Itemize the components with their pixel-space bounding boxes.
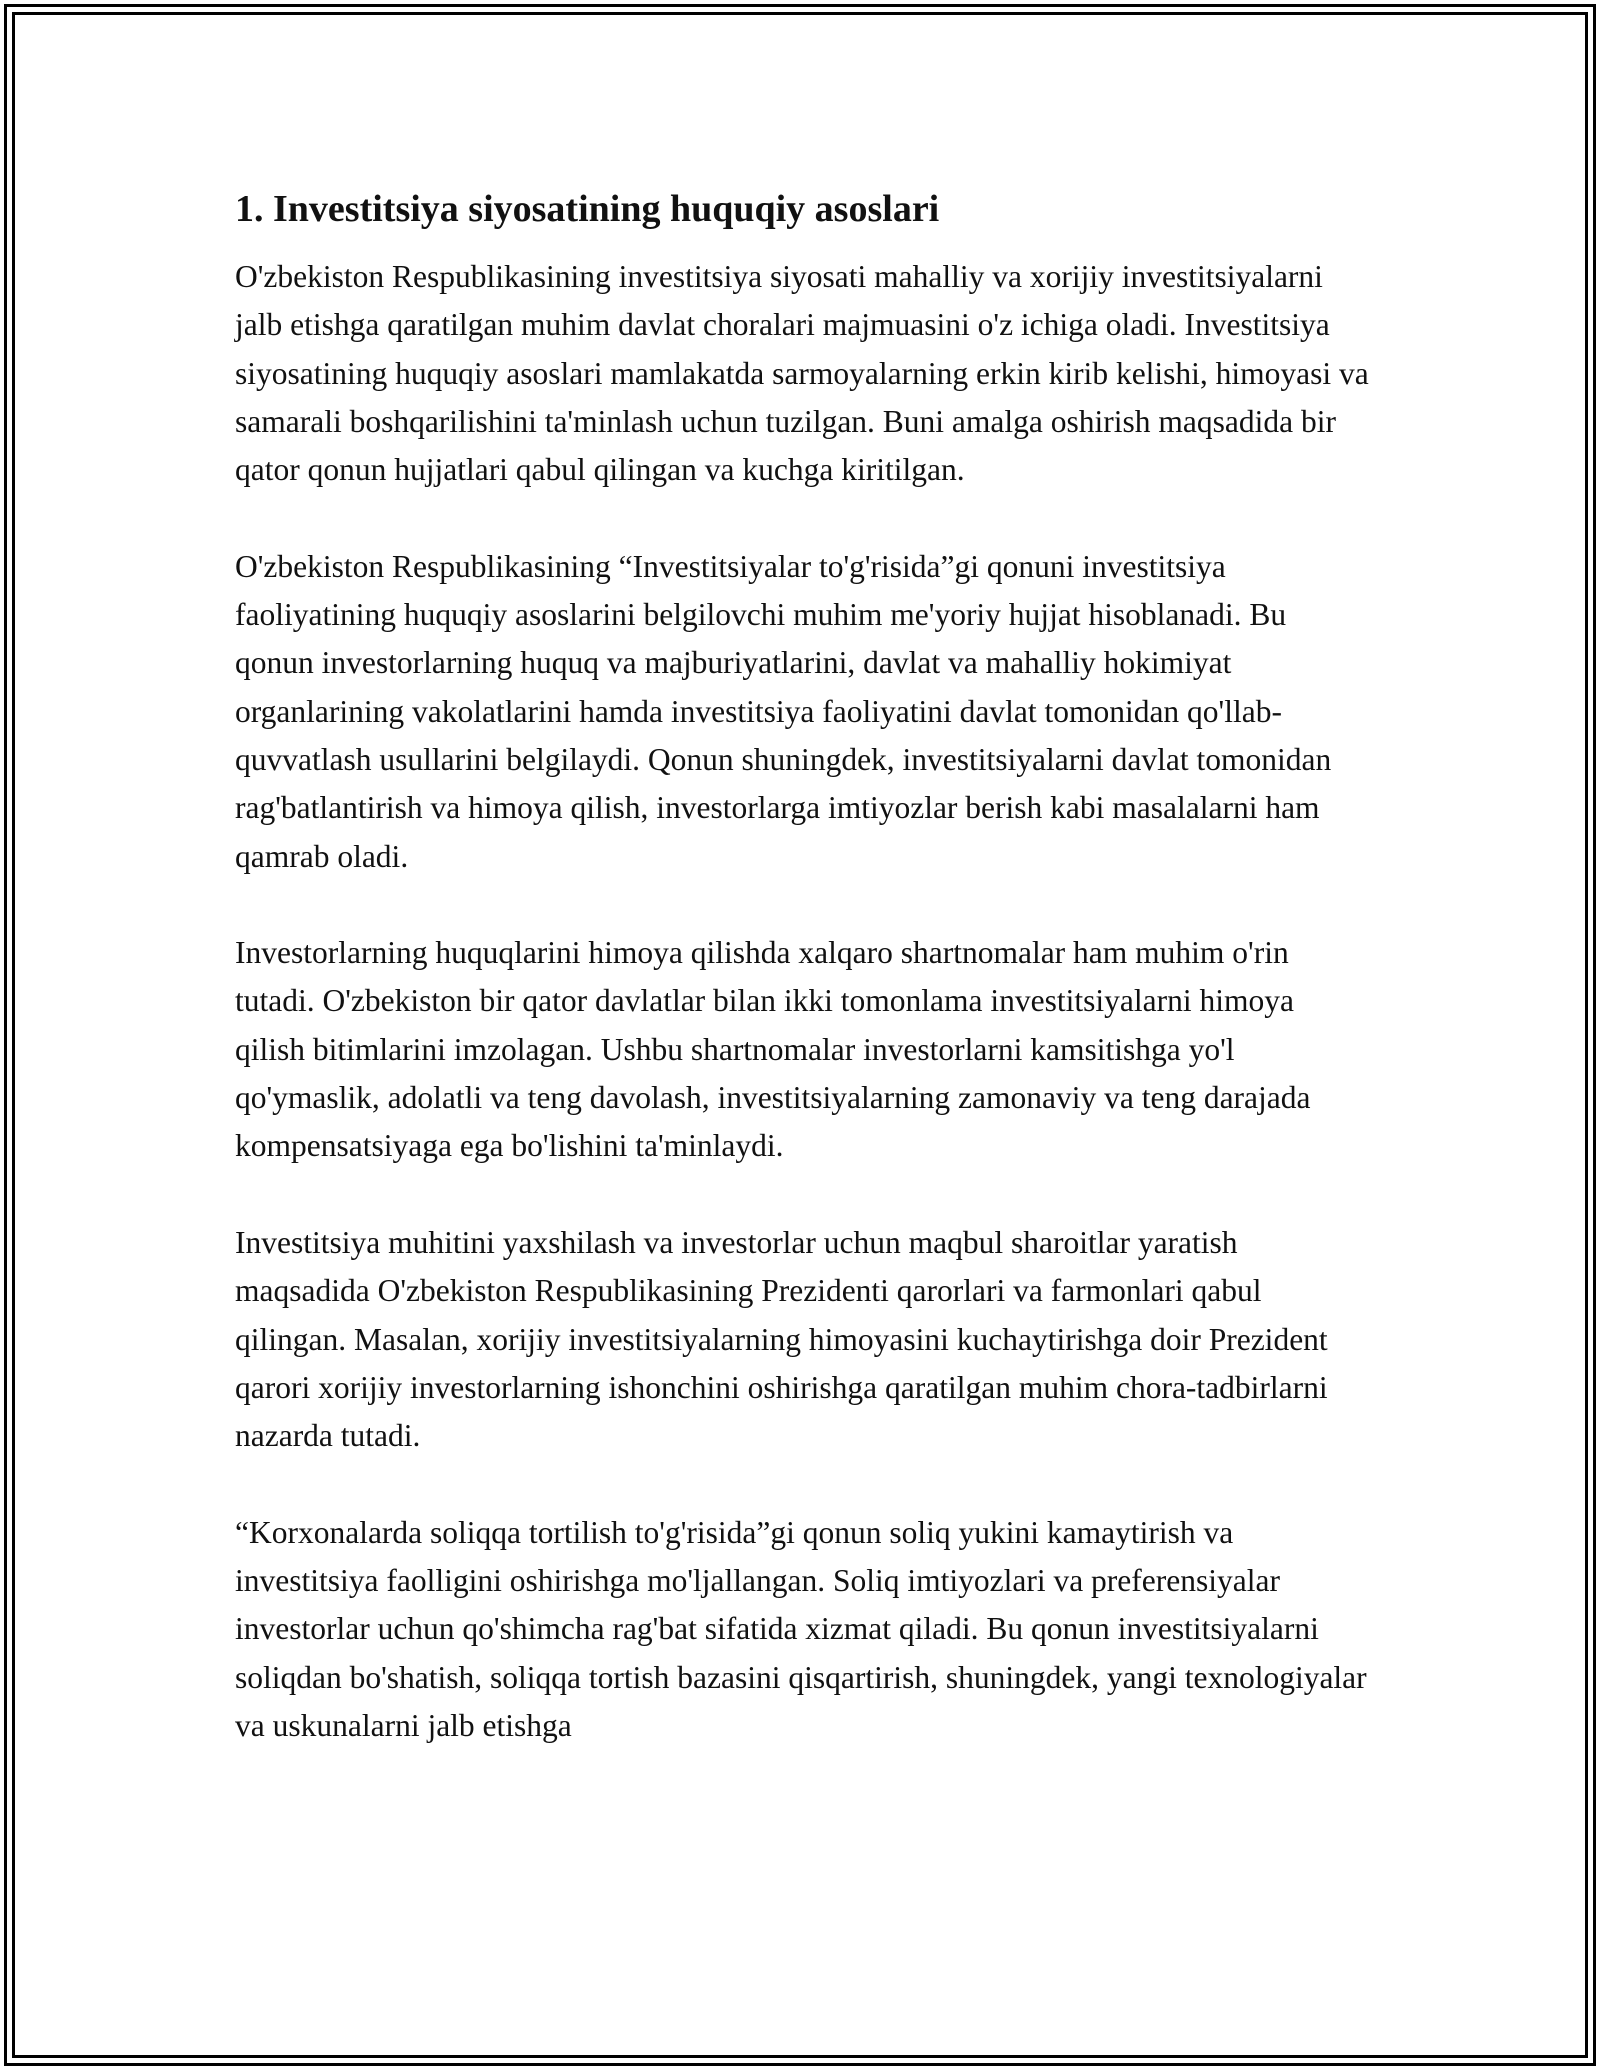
paragraph-2: O'zbekiston Respublikasining “Investitsiyalar to'g'risida”gi qonuni investitsiya faoliyatining huquqiy asoslarini belgilovchi muhim me'yoriy hujjat hisoblanadi. Bu qonun investorlarning huquq va majburiyatlarini, davlat va mahalliy hokimiyat organlarining vakolatlarini hamda investitsiya faoliyatini davlat tomonidan qo'llab-quvvatlash usullarini belgilaydi. Qonun shuningdek, investitsiyalarni davlat tomonidan rag'batlantirish va himoya qilish, investorlarga imtiyozlar berish kabi masalalarni ham qamrab oladi. [235, 548, 1332, 874]
section-heading: 1. Investitsiya siyosatining huquqiy asoslari [235, 188, 940, 230]
paragraph-5: “Korxonalarda soliqqa tortilish to'g'risida”gi qonun soliq yukini kamaytirish va investitsiya faolligini oshirishga mo'ljallangan. Soliq imtiyozlari va preferensiyalar investorlar uchun qo'shimcha rag'bat sifatida xizmat qiladi. Bu qonun investitsiyalarni soliqdan bo'shatish, soliqqa tortish bazasini qisqartirish, shuningdek, yangi texnologiyalar va uskunalarni jalb etishga [235, 1514, 1367, 1743]
document-body [235, 185, 1370, 1799]
paragraph-1: O'zbekiston Respublikasining investitsiya siyosati mahalliy va xorijiy investitsiyalarni jalb etishga qaratilgan muhim davlat choralari majmuasini o'z ichiga oladi. Investitsiya siyosatining huquqiy asoslari mamlakatda sarmoyalarning erkin kirib kelishi, himoyasi va samarali boshqarilishini ta'minlash uchun tuzilgan. Buni amalga oshirish maqsadida bir qator qonun hujjatlari qabul qilingan va kuchga kiritilgan. [235, 259, 1369, 488]
paragraph-3: Investorlarning huquqlarini himoya qilishda xalqaro shartnomalar ham muhim o'rin tutadi. O'zbekiston bir qator davlatlar bilan ikki tomonlama investitsiyalarni himoya qilish bitimlarini imzolagan. Ushbu shartnomalar investorlarni kamsitishga yo'l qo'ymaslik, adolatli va teng davolash, investitsiyalarning zamonaviy va teng darajada kompensatsiyaga ega bo'lishini ta'minlaydi. [235, 935, 1311, 1164]
paragraph-4: Investitsiya muhitini yaxshilash va investorlar uchun maqbul sharoitlar yaratish maqsadida O'zbekiston Respublikasining Prezidenti qarorlari va farmonlari qabul qilingan. Masalan, xorijiy investitsiyalarning himoyasini kuchaytirishga doir Prezident qarori xorijiy investorlarning ishonchini oshirishga qaratilgan muhim chora-tadbirlarni nazarda tutadi. [235, 1224, 1328, 1454]
